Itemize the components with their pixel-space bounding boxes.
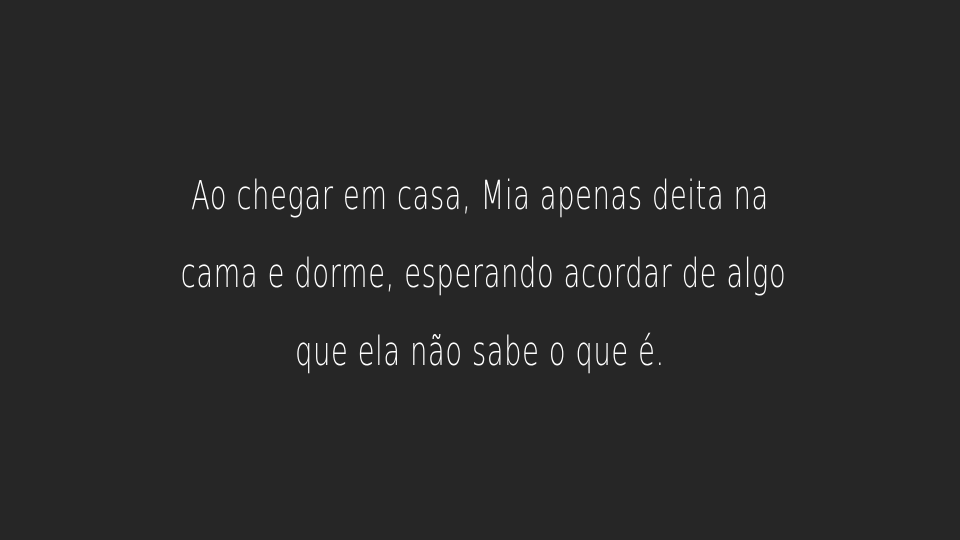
- caption-line-1: Ao chegar em casa, Mia apenas deita na: [191, 173, 769, 219]
- caption-line-2: cama e dorme, esperando acordar de algo: [180, 251, 787, 297]
- caption-line-3: que ela não sabe o que é.: [295, 329, 665, 375]
- caption-text: [180, 157, 787, 391]
